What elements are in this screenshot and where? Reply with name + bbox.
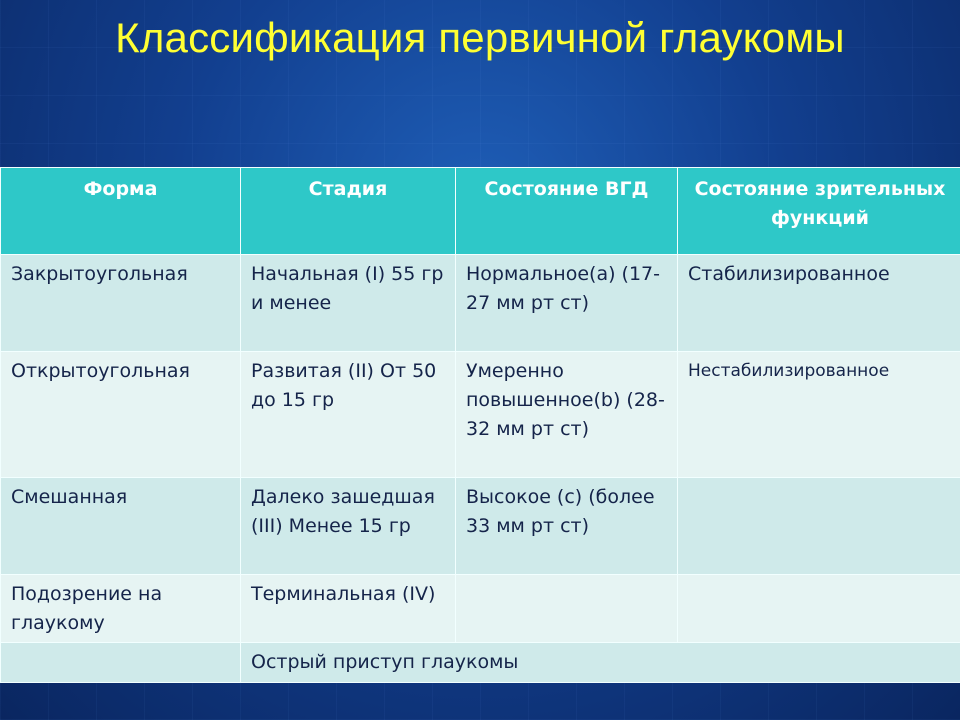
table-row <box>1 575 960 643</box>
header-stage: Стадия <box>241 168 456 255</box>
cell-form: Подозрение на глаукому <box>1 575 241 643</box>
header-iop-state: Состояние ВГД <box>456 168 678 255</box>
cell-stage: Начальная (I) 55 гр и менее <box>241 255 456 352</box>
cell-iop <box>456 575 678 643</box>
cell-form: Закрытоугольная <box>1 255 241 352</box>
cell-form: Смешанная <box>1 478 241 575</box>
table-row <box>1 478 960 575</box>
cell-stage: Терминальная (IV) <box>241 575 456 643</box>
cell-visual <box>678 478 960 575</box>
cell-iop: Нормальное(а) (17-27 мм рт ст) <box>456 255 678 352</box>
table-row <box>1 255 960 352</box>
cell-visual <box>678 575 960 643</box>
table-row <box>1 643 960 683</box>
header-form: Форма <box>1 168 241 255</box>
cell-stage: Развитая (II) От 50 до 15 гр <box>241 352 456 478</box>
header-visual-function-state: Состояние зрительных функций <box>678 168 960 255</box>
cell-stage: Далеко зашедшая (III) Менее 15 гр <box>241 478 456 575</box>
slide-title: Классификация первичной глаукомы <box>115 14 845 61</box>
cell-iop: Умеренно повышенное(b) (28-32 мм рт ст) <box>456 352 678 478</box>
table-header-row <box>1 168 960 255</box>
cell-acute-attack: Острый приступ глаукомы <box>241 643 960 683</box>
cell-iop: Высокое (с) (более 33 мм рт ст) <box>456 478 678 575</box>
classification-table <box>0 167 960 683</box>
cell-visual: Стабилизированное <box>678 255 960 352</box>
cell-form: Открытоугольная <box>1 352 241 478</box>
cell-empty <box>1 643 241 683</box>
cell-visual: Нестабилизированное <box>678 352 960 478</box>
table-row <box>1 352 960 478</box>
